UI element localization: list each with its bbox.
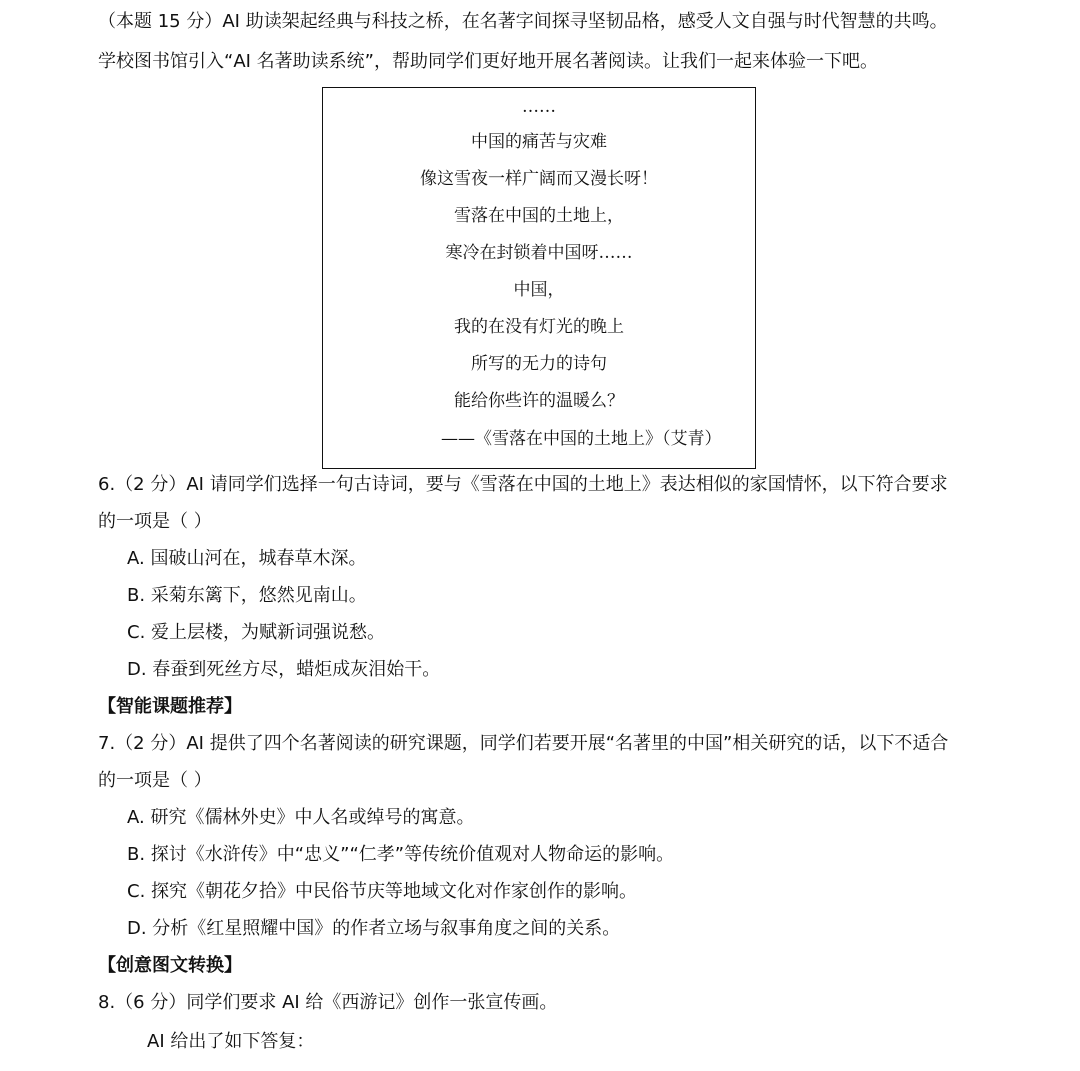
poem-line: 雪落在中国的土地上， <box>454 206 624 226</box>
q8-reply: AI 给出了如下答复： <box>147 1031 315 1052</box>
intro-line-1: （本题 15 分）AI 助读架起经典与科技之桥，在名著字间探寻坚韧品格，感受人文自强与时代智慧的共鸣。 <box>98 11 948 32</box>
q8-stem: 8.（6 分）同学们要求 AI 给《西游记》创作一张宣传画。 <box>98 992 558 1013</box>
poem-source: ——《雪落在中国的土地上》（艾青） <box>441 429 722 449</box>
q6-stem-line-2: 的一项是（ ） <box>98 511 212 532</box>
q6-option-d: D. 春蚕到死丝方尽，蜡炬成灰泪始干。 <box>127 659 441 680</box>
poem-line: 我的在没有灯光的晚上 <box>454 317 624 337</box>
q6-option-b: B. 采菊东篱下，悠然见南山。 <box>127 585 367 606</box>
poem-line: 能给你些许的温暖么？ <box>454 391 624 411</box>
q7-stem-line-1: 7.（2 分）AI 提供了四个名著阅读的研究课题，同学们若要开展“名著里的中国”相关研究的话，以下不适合 <box>98 733 949 754</box>
q6-option-c: C. 爱上层楼，为赋新词强说愁。 <box>127 622 386 643</box>
poem-line: 中国， <box>513 280 565 300</box>
poem-line: 寒冷在封锁着中国呀…… <box>445 243 633 263</box>
q7-option-c: C. 探究《朝花夕拾》中民俗节庆等地域文化对作家创作的影响。 <box>127 881 638 902</box>
poem-line: …… <box>522 97 556 117</box>
q6-stem-line-1: 6.（2 分）AI 请同学们选择一句古诗词，要与《雪落在中国的土地上》表达相似的家国情怀，以下符合要求 <box>98 474 948 495</box>
section-heading-creative: 【创意图文转换】 <box>98 955 242 976</box>
section-heading-smart: 【智能课题推荐】 <box>98 696 242 717</box>
q7-stem-line-2: 的一项是（ ） <box>98 770 212 791</box>
poem-line: 中国的痛苦与灾难 <box>471 132 607 152</box>
q7-option-b: B. 探讨《水浒传》中“忠义”“仁孝”等传统价值观对人物命运的影响。 <box>127 844 675 865</box>
intro-line-2: 学校图书馆引入“AI 名著助读系统”，帮助同学们更好地开展名著阅读。让我们一起来体验一下吧。 <box>98 51 878 72</box>
poem-line: 所写的无力的诗句 <box>471 354 607 374</box>
poem-line: 像这雪夜一样广阔而又漫长呀！ <box>420 169 658 189</box>
poem-box <box>322 87 756 469</box>
q6-option-a: A. 国破山河在，城春草木深。 <box>127 548 367 569</box>
q7-option-d: D. 分析《红星照耀中国》的作者立场与叙事角度之间的关系。 <box>127 918 621 939</box>
q7-option-a: A. 研究《儒林外史》中人名或绰号的寓意。 <box>127 807 475 828</box>
